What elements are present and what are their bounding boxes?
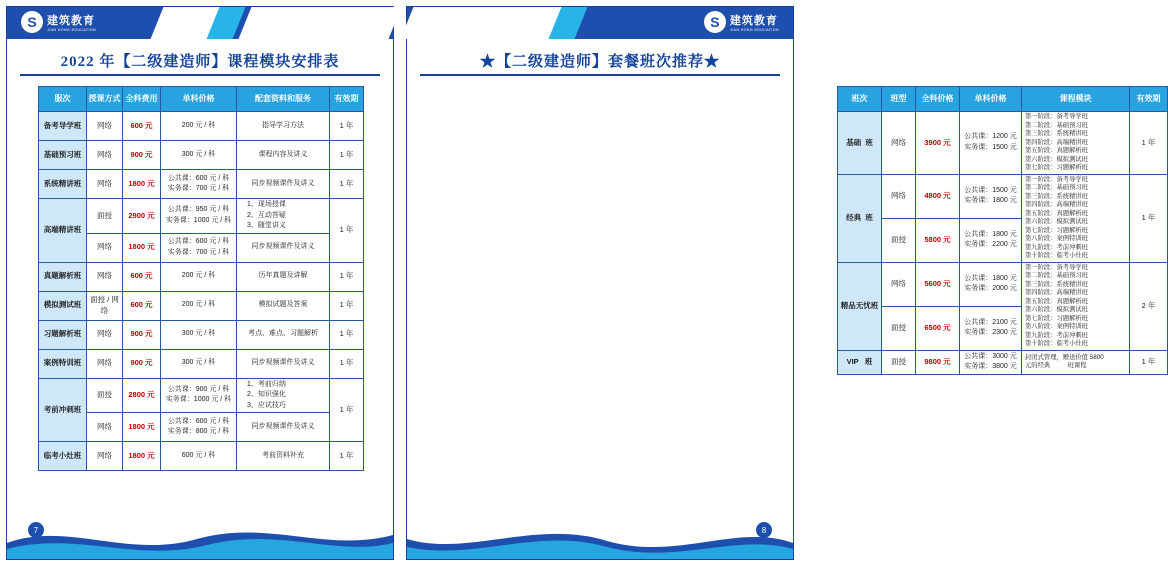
right-title-rule [420, 74, 780, 76]
cell-type: 面授 [882, 306, 916, 350]
left-title-rule [20, 74, 380, 76]
cell-type: 网络 [882, 174, 916, 218]
cell-service: 模拟试题及答案 [237, 291, 330, 320]
col-name: 服次 [39, 87, 87, 112]
cell-valid: 1 年 [330, 349, 364, 378]
cell-full-price: 4800 元 [916, 174, 960, 218]
cell-mode: 面授 [87, 199, 123, 234]
cell-class-name: 备考导学班 [39, 112, 87, 141]
cell-type: 网络 [882, 112, 916, 175]
cell-full-price: 1800 元 [123, 442, 161, 471]
cell-full-price: 3900 元 [916, 112, 960, 175]
logo-mark-icon: S [704, 11, 726, 33]
cell-modules: 第一阶段：备考导学班 第二阶段：基础预习班 第三阶段：系统精讲班 第四阶段：高端精讲班 第五阶段：真题解析班 第六阶段：模拟测试班 第七阶段：习题解析班 [1022, 112, 1130, 175]
cell-full-price: 1800 元 [123, 233, 161, 262]
table-row [39, 320, 364, 349]
cell-valid: 1 年 [330, 442, 364, 471]
cell-service: 考前资料补充 [237, 442, 330, 471]
table-header-row [838, 87, 1168, 112]
cell-single-price: 600 元 / 科 [161, 442, 237, 471]
cell-valid: 1 年 [1130, 174, 1168, 262]
cell-class-name: 基础预习班 [39, 141, 87, 170]
cell-full-price: 5600 元 [916, 262, 960, 306]
cell-single-price: 200 元 / 科 [161, 291, 237, 320]
right-page [400, 0, 1161, 566]
table-row [39, 349, 364, 378]
cell-full-price: 5800 元 [916, 218, 960, 262]
col-valid: 有效期 [330, 87, 364, 112]
cell-mode: 网络 [87, 349, 123, 378]
cell-single-price: 200 元 / 科 [161, 262, 237, 291]
col-mode: 授课方式 [87, 87, 123, 112]
cell-service: 同步视频课件及讲义 [237, 233, 330, 262]
left-page [0, 0, 400, 566]
col-service: 配套资料和服务 [237, 87, 330, 112]
cell-single-price: 公共课：3000 元 实务课：3800 元 [960, 350, 1022, 374]
cell-valid: 1 年 [330, 141, 364, 170]
cell-single-price: 公共课：600 元 / 科 实务课：700 元 / 科 [161, 170, 237, 199]
cell-valid: 1 年 [330, 262, 364, 291]
right-header-band [407, 7, 793, 39]
table-row [39, 378, 364, 413]
col-valid: 有效期 [1130, 87, 1168, 112]
cell-service: 1、现场授课 2、互动答疑 3、随堂讲义 [237, 199, 330, 234]
logo-name-en: JIAN HONG EDUCATION [729, 27, 779, 32]
cell-class-name: VIP 班 [838, 350, 882, 374]
cell-class-name: 系统精讲班 [39, 170, 87, 199]
table-row [39, 141, 364, 170]
right-footer-wave [407, 513, 793, 559]
left-page-number: 7 [28, 522, 44, 538]
table-row [838, 112, 1168, 175]
cell-full-price: 900 元 [123, 349, 161, 378]
cell-single-price: 公共课：950 元 / 科 实务课：1000 元 / 科 [161, 199, 237, 234]
cell-class-name: 习题解析班 [39, 320, 87, 349]
cell-single-price: 公共课：2100 元 实务课：2300 元 [960, 306, 1022, 350]
cell-class-name: 模拟测试班 [39, 291, 87, 320]
cell-mode: 网络 [87, 320, 123, 349]
left-page-title: 2022 年【二级建造师】课程模块安排表 [60, 53, 340, 70]
cell-valid: 1 年 [330, 112, 364, 141]
cell-single-price: 公共课：1200 元 实务课：1500 元 [960, 112, 1022, 175]
table-row [838, 174, 1168, 218]
cell-valid: 1 年 [330, 378, 364, 442]
cell-modules: 第一阶段：备考导学班 第二阶段：基础预习班 第三阶段：系统精讲班 第四阶段：高端精讲班 第五阶段：真题解析班 第六阶段：模拟测试班 第七阶段：习题解析班 第八阶段：案例特训班 第九阶段：考前冲刺班 第十阶段：临考小灶班 [1022, 174, 1130, 262]
course-module-table [38, 86, 364, 471]
cell-service: 同步视频课件及讲义 [237, 413, 330, 442]
logo-mark-icon: S [21, 11, 43, 33]
cell-mode: 网络 [87, 262, 123, 291]
logo-name-cn: 建筑教育 [47, 14, 95, 27]
cell-class-name: 精品无忧班 [838, 262, 882, 350]
cell-single-price: 200 元 / 科 [161, 112, 237, 141]
cell-mode: 网络 [87, 233, 123, 262]
cell-service: 历年真题及讲解 [237, 262, 330, 291]
cell-service: 考点、难点、习题解析 [237, 320, 330, 349]
right-page-title: ★【二级建造师】套餐班次推荐★ [479, 53, 720, 70]
right-page-number: 8 [756, 522, 772, 538]
cell-modules: 第一阶段：备考导学班 第二阶段：基础预习班 第三阶段：系统精讲班 第四阶段：高端精讲班 第五阶段：真题解析班 第六阶段：模拟测试班 第七阶段：习题解析班 第八阶段：案例特训班 第九阶段：考前冲刺班 第十阶段：临考小灶班 [1022, 262, 1130, 350]
table-header-row [39, 87, 364, 112]
table-row [39, 442, 364, 471]
cell-full-price: 6500 元 [916, 306, 960, 350]
left-footer-wave [7, 513, 393, 559]
cell-class-name: 真题解析班 [39, 262, 87, 291]
logo-name-en: JIAN HONG EDUCATION [47, 27, 97, 32]
cell-full-price: 2800 元 [123, 378, 161, 413]
table-row [39, 112, 364, 141]
cell-type: 面授 [882, 218, 916, 262]
table-row [838, 262, 1168, 306]
cell-valid: 1 年 [330, 320, 364, 349]
cell-single-price: 公共课：1800 元 实务课：2200 元 [960, 218, 1022, 262]
cell-full-price: 1800 元 [123, 170, 161, 199]
table-row [838, 350, 1168, 374]
cell-valid: 1 年 [1130, 112, 1168, 175]
cell-single-price: 300 元 / 科 [161, 320, 237, 349]
cell-class-name: 高端精讲班 [39, 199, 87, 263]
table-row [39, 262, 364, 291]
col-single-price: 单科价格 [161, 87, 237, 112]
table-row [39, 233, 364, 262]
logo-right [704, 11, 779, 33]
col-single-price: 单科价格 [960, 87, 1022, 112]
cell-service: 1、考前归纳 2、知识强化 3、应试技巧 [237, 378, 330, 413]
cell-single-price: 公共课：1800 元 实务课：2000 元 [960, 262, 1022, 306]
cell-full-price: 1800 元 [123, 413, 161, 442]
cell-modules: 封闭式管理，赠送价值 5800 元的经典 班课程 [1022, 350, 1130, 374]
table-row [39, 170, 364, 199]
cell-mode: 网络 [87, 112, 123, 141]
left-header-band [7, 7, 393, 39]
cell-full-price: 600 元 [123, 262, 161, 291]
cell-service: 指导学习方法 [237, 112, 330, 141]
cell-mode: 网络 [87, 413, 123, 442]
cell-full-price: 900 元 [123, 141, 161, 170]
table-row [39, 413, 364, 442]
col-name: 班次 [838, 87, 882, 112]
cell-service: 同步视频课件及讲义 [237, 349, 330, 378]
cell-single-price: 300 元 / 科 [161, 349, 237, 378]
cell-class-name: 基础 班 [838, 112, 882, 175]
col-type: 班型 [882, 87, 916, 112]
cell-type: 面授 [882, 350, 916, 374]
cell-single-price: 公共课：1500 元 实务课：1800 元 [960, 174, 1022, 218]
table-row [39, 199, 364, 234]
cell-class-name: 案例特训班 [39, 349, 87, 378]
cell-full-price: 900 元 [123, 320, 161, 349]
cell-single-price: 公共课：600 元 / 科 实务课：700 元 / 科 [161, 233, 237, 262]
cell-valid: 1 年 [330, 170, 364, 199]
cell-class-name: 经典 班 [838, 174, 882, 262]
cell-class-name: 考前冲刺班 [39, 378, 87, 442]
cell-single-price: 公共课：900 元 / 科 实务课：1000 元 / 科 [161, 378, 237, 413]
cell-valid: 1 年 [1130, 350, 1168, 374]
cell-full-price: 600 元 [123, 291, 161, 320]
cell-single-price: 公共课：600 元 / 科 实务课：800 元 / 科 [161, 413, 237, 442]
cell-mode: 网络 [87, 141, 123, 170]
package-class-table [837, 86, 1168, 375]
header-slant-white-3 [401, 7, 564, 39]
cell-service: 课程内容及讲义 [237, 141, 330, 170]
right-page-frame [406, 6, 794, 560]
col-full-price: 全科费用 [123, 87, 161, 112]
cell-service: 同步视频课件及讲义 [237, 170, 330, 199]
cell-full-price: 600 元 [123, 112, 161, 141]
col-modules: 课程模块 [1022, 87, 1130, 112]
cell-mode: 网络 [87, 442, 123, 471]
cell-valid: 1 年 [330, 291, 364, 320]
cell-full-price: 2900 元 [123, 199, 161, 234]
header-slant-white-2 [239, 7, 402, 39]
cell-mode: 网络 [87, 170, 123, 199]
logo-name-cn: 建筑教育 [729, 14, 778, 27]
cell-type: 网络 [882, 262, 916, 306]
cell-single-price: 300 元 / 科 [161, 141, 237, 170]
logo-left [21, 11, 96, 33]
cell-full-price: 9800 元 [916, 350, 960, 374]
cell-valid: 1 年 [330, 199, 364, 263]
cell-mode: 面授 / 网络 [87, 291, 123, 320]
cell-class-name: 临考小灶班 [39, 442, 87, 471]
col-full-price: 全科价格 [916, 87, 960, 112]
table-row [39, 291, 364, 320]
cell-mode: 面授 [87, 378, 123, 413]
cell-valid: 2 年 [1130, 262, 1168, 350]
